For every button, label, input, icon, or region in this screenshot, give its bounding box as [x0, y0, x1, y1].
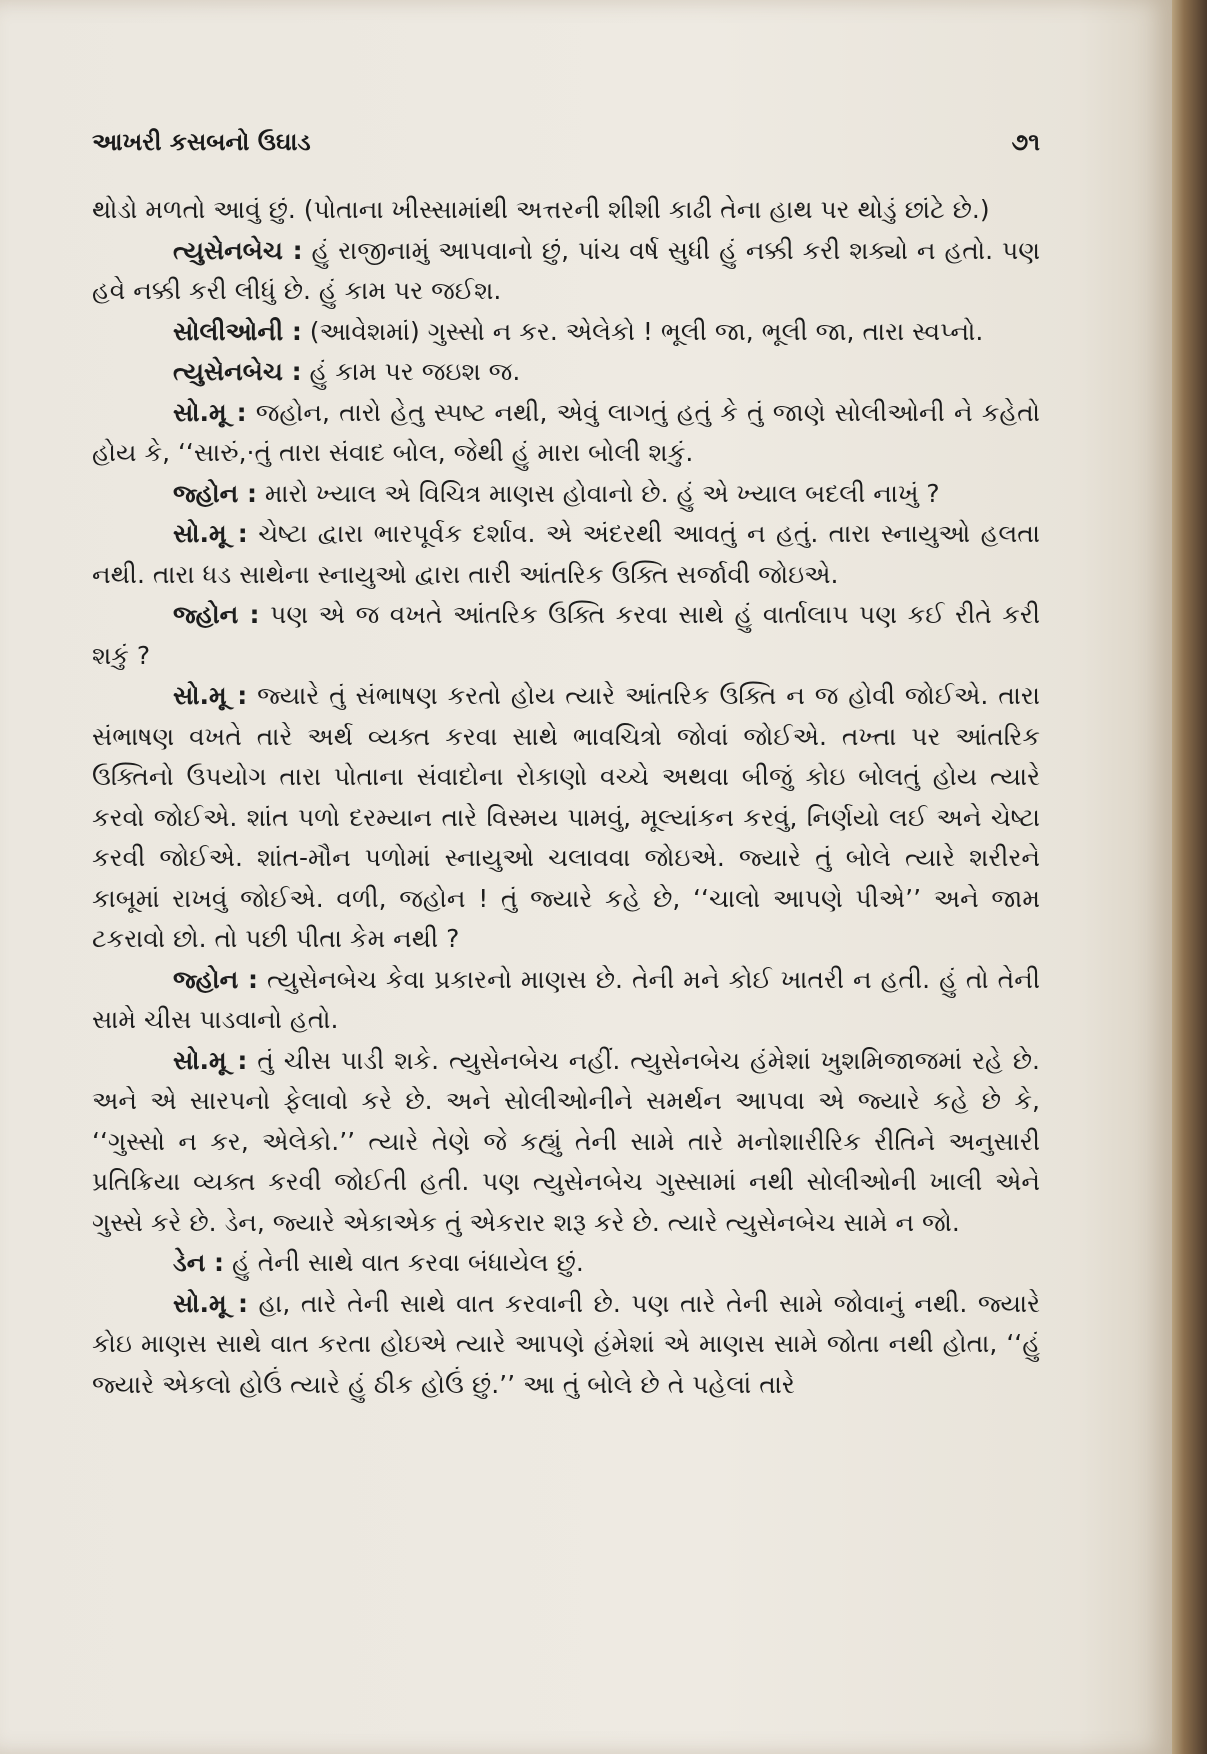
paragraph-text: જ્યારે તું સંભાષણ કરતો હોય ત્યારે આંતરિક ઉક્તિ ન જ હોવી જોઈએ. તારા સંભાષણ વખતે તારે અર્થ વ્યક્ત કરવા સાથે ભાવચિત્રો જોવાં જોઈએ. તખ્તા પર આંતરિક ઉક્તિનો ઉપયોગ તારા પોતાના સંવાદોના રોકાણો વચ્ચે અથવા બીજું કોઇ બોલતું હોય ત્યારે કરવો જોઈએ. શાંત પળો દરમ્યાન તારે વિસ્મય પામવું, મૂલ્યાંકન કરવું, નિર્ણયો લઈ અને ચેષ્ટા કરવી જોઈએ. શાંત-મૌન પળોમાં સ્નાયુઓ ચલાવવા જોઇએ. જ્યારે તું બોલે ત્યારે શરીરને કાબૂમાં રાખવું જોઈએ. વળી, જહોન ! તું જ્યારે કહે છે, ‘‘ચાલો આપણે પીએ’’ અને જામ ટકરાવો છો. તો પછી પીતા કેમ નથી ?	[92, 681, 1040, 953]
speaker-name: ત્યુસેનબેચ :	[173, 235, 303, 265]
page-number: ૭૧	[1011, 128, 1040, 156]
dialogue-paragraph	[92, 1243, 1040, 1284]
paragraph-text: ચેષ્ટા દ્વારા ભારપૂર્વક દર્શાવ. એ અંદરથી આવતું ન હતું. તારા સ્નાયુઓ હલતા નથી. તારા ધડ સાથેના સ્નાયુઓ દ્વારા તારી આંતરિક ઉક્તિ સર્જાવી જોઇએ.	[92, 519, 1040, 589]
speaker-name: સો.મૂ :	[173, 519, 248, 548]
speaker-name: જ્હોન :	[173, 600, 260, 629]
dialogue-paragraph	[92, 1041, 1040, 1244]
running-header	[92, 128, 1040, 156]
paragraph-text: જહોન, તારો હેતુ સ્પષ્ટ નથી, એવું લાગતું હતું કે તું જાણે સોલીઓની ને કહેતો હોય કે, ‘‘સારું,·તું તારા સંવાદ બોલ, જેથી હું મારા બોલી શકું.	[92, 397, 1040, 467]
dialogue-paragraph	[92, 960, 1040, 1041]
speaker-name: ત્યુસેનબેચ :	[173, 357, 302, 386]
dialogue-paragraph	[92, 595, 1040, 676]
paragraph-text: (આવેશમાં) ગુસ્સો ન કર. એલેકો ! ભૂલી જા, ભૂલી જા, તારા સ્વપ્નો.	[301, 316, 984, 346]
paragraph-text: થોડો મળતો આવું છું. (પોતાના ખીસ્સામાંથી અત્તરની શીશી કાઢી તેના હાથ પર થોડું છાંટે છે.)	[92, 195, 990, 224]
chapter-title: આખરી કસબનો ઉઘાડ	[92, 128, 311, 156]
paragraph-text: પણ એ જ વખતે આંતરિક ઉક્તિ કરવા સાથે હું વાર્તાલાપ પણ કઈ રીતે કરી શકું ?	[92, 600, 1041, 670]
speaker-name: જ્હોન :	[173, 478, 257, 508]
dialogue-paragraph	[92, 312, 1040, 353]
paragraph-text: ત્યુસેનબેચ કેવા પ્રકારનો માણસ છે. તેની મને કોઈ ખાતરી ન હતી. હું તો તેની સામે ચીસ પાડવાનો હતો.	[92, 964, 1040, 1034]
dialogue-paragraph	[92, 352, 1040, 393]
speaker-name: સો.મૂ :	[173, 1045, 248, 1075]
speaker-name: સો.મૂ :	[173, 397, 247, 427]
paragraph-text: તું ચીસ પાડી શકે. ત્યુસેનબેચ નહીં. ત્યુસેનબેચ હંમેશાં ખુશમિજાજમાં રહે છે. અને એ સારપનો ફેલાવો કરે છે. અને સોલીઓનીને સમર્થન આપવા એ જ્યારે કહે છે કે, ‘‘ગુસ્સો ન કર, એલેકો.’’ ત્યારે તેણે જે કહ્યું તેની સામે તારે મનોશારીરિક રીતિને અનુસારી પ્રતિક્રિયા વ્યક્ત કરવી જોઈતી હતી. પણ ત્યુસેનબેચ ગુસ્સામાં નથી સોલીઓની ખાલી એને ગુસ્સે કરે છે. ડેન, જ્યારે એકાએક તું એકરાર શરૂ કરે છે. ત્યારે ત્યુસેનબેચ સામે ન જો.	[92, 1045, 1040, 1237]
speaker-name: સોલીઓની :	[173, 316, 302, 346]
paragraph-text: હા, તારે તેની સાથે વાત કરવાની છે. પણ તારે તેની સામે જોવાનું નથી. જ્યારે કોઇ માણસ સાથે વાત કરતા હોઇએ ત્યારે આપણે હંમેશાં એ માણસ સામે જોતા નથી હોતા, ‘‘હું જ્યારે એકલો હોઉં ત્યારે હું ઠીક હોઉં છું.’’ આ તું બોલે છે તે પહેલાં તારે	[92, 1288, 1040, 1399]
speaker-name: સો.મૂ :	[173, 681, 248, 710]
body-text	[92, 190, 1040, 1405]
paragraph-text: મારો ખ્યાલ એ વિચિત્ર માણસ હોવાનો છે. હું એ ખ્યાલ બદલી નાખું ?	[256, 478, 940, 508]
paragraph-text: હું કામ પર જઇશ જ.	[301, 357, 521, 386]
dialogue-paragraph	[92, 1284, 1040, 1406]
speaker-name: ડેન :	[173, 1248, 225, 1277]
speaker-name: જ્હોન :	[173, 964, 258, 994]
dialogue-paragraph	[92, 231, 1040, 312]
dialogue-paragraph	[92, 190, 1040, 231]
paragraph-text: હું રાજીનામું આપવાનો છું, પાંચ વર્ષ સુધી હું નક્કી કરી શક્યો ન હતો. પણ હવે નક્કી કરી લીધું છે. હું કામ પર જઈશ.	[92, 235, 1040, 305]
dialogue-paragraph	[92, 393, 1040, 474]
paragraph-text: હું તેની સાથે વાત કરવા બંધાયેલ છું.	[224, 1248, 584, 1277]
book-edge	[1172, 0, 1207, 1754]
dialogue-paragraph	[92, 514, 1040, 595]
speaker-name: સો.મૂ :	[173, 1288, 248, 1318]
dialogue-paragraph	[92, 676, 1040, 960]
dialogue-paragraph	[92, 474, 1040, 515]
